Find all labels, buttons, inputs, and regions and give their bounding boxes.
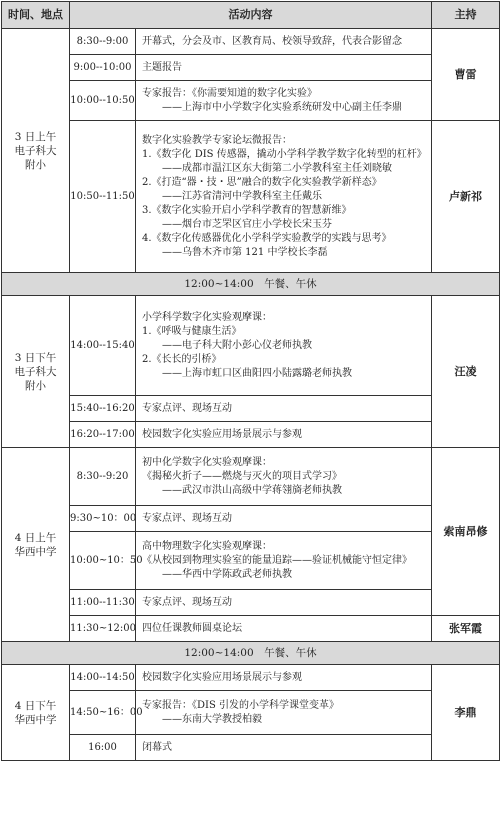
header-row [2,2,500,29]
time-cell: 10:00--10:50 [70,81,136,121]
activity-cell: 专家点评、现场互动 [136,590,432,616]
time-cell: 8:30--9:20 [70,448,136,506]
activity-cell: 校园数字化实验应用场景展示与参观 [136,422,432,448]
time-cell: 16:00 [70,735,136,761]
table-row [2,532,500,590]
time-cell: 11:30~12:00 [70,616,136,642]
break-row [2,273,500,296]
table-row [2,691,500,735]
host-cell: 卢新祁 [432,121,500,273]
host-cell: 曹雷 [432,29,500,121]
activity-cell: 校园数字化实验应用场景展示与参观 [136,665,432,691]
header-time-place: 时间、地点 [2,2,70,29]
host-cell: 汪凌 [432,296,500,448]
slot-label: 3 日上午 电子科大 附小 [2,29,70,273]
activity-cell: 初中化学数字化实验观摩课： 《揭秘火折子——燃烧与灭火的项目式学习》 ——武汉市洪山高级中学蒋翎旖老师执教 [136,448,432,506]
header-host: 主持 [432,2,500,29]
table-row [2,81,500,121]
activity-cell: 开幕式，分会及市、区教育局、校领导致辞，代表合影留念 [136,29,432,55]
schedule-table [1,1,500,761]
time-cell: 15:40--16:20 [70,396,136,422]
activity-cell: 专家点评、现场互动 [136,396,432,422]
slot-label: 4 日下午 华西中学 [2,665,70,761]
activity-cell: 高中物理数字化实验观摩课： 《从校园到物理实验室的能量追踪——验证机械能守恒定律》 ——华西中学陈政武老师执教 [136,532,432,590]
host-cell: 张军霞 [432,616,500,642]
time-cell: 9:00--10:00 [70,55,136,81]
table-row [2,735,500,761]
table-row [2,506,500,532]
time-cell: 10:50--11:50 [70,121,136,273]
activity-cell: 闭幕式 [136,735,432,761]
table-row [2,616,500,642]
time-cell: 10:00~10：50 [70,532,136,590]
activity-cell: 四位任课教师圆桌论坛 [136,616,432,642]
header-content: 活动内容 [70,2,432,29]
activity-cell: 专家报告：《你需要知道的数字化实验》 ——上海市中小学数字化实验系统研发中心副主任李鼎 [136,81,432,121]
activity-cell: 专家报告：《DIS 引发的小学科学课堂变革》 ——东南大学教授柏毅 [136,691,432,735]
break-label: 12:00~14:00 午餐、午休 [2,642,500,665]
host-cell: 李鼎 [432,665,500,761]
table-row [2,422,500,448]
time-cell: 14:00--15:40 [70,296,136,396]
time-cell: 11:00--11:30 [70,590,136,616]
table-row [2,55,500,81]
activity-cell: 专家点评、现场互动 [136,506,432,532]
time-cell: 9:30~10：00 [70,506,136,532]
activity-cell: 主题报告 [136,55,432,81]
slot-label: 4 日上午 华西中学 [2,448,70,642]
table-row [2,396,500,422]
time-cell: 14:00--14:50 [70,665,136,691]
break-label: 12:00~14:00 午餐、午休 [2,273,500,296]
table-row [2,296,500,396]
time-cell: 16:20--17:00 [70,422,136,448]
table-row [2,590,500,616]
table-row [2,665,500,691]
time-cell: 8:30--9:00 [70,29,136,55]
activity-cell: 小学科学数字化实验观摩课： 1.《呼吸与健康生活》 ——电子科大附小彭心仪老师执教 2.《长长的引桥》 ——上海市虹口区曲阳四小陆露璐老师执教 [136,296,432,396]
slot-label: 3 日下午 电子科大 附小 [2,296,70,448]
host-cell: 索南昂修 [432,448,500,616]
table-row [2,121,500,273]
table-row [2,29,500,55]
time-cell: 14:50~16：00 [70,691,136,735]
break-row [2,642,500,665]
activity-cell: 数字化实验教学专家论坛微报告： 1.《数字化 DIS 传感器，撬动小学科学教学数字化转型的杠杆》 ——成都市温江区东大街第二小学教科室主任刘晓敏 2.《打造“器・技・思”融合的数字化实验教学新样态》 ——江苏省清河中学教科室主任戴乐 3.《数字化实验开启小学科学教育的智慧新维》 ——烟台市芝罘区官庄小学校长宋玉芬 4.《数字化传感器优化小学科学实验教学的实践与思考》 ——乌鲁木齐市第 121 中学校长李磊 [136,121,432,273]
table-row [2,448,500,506]
